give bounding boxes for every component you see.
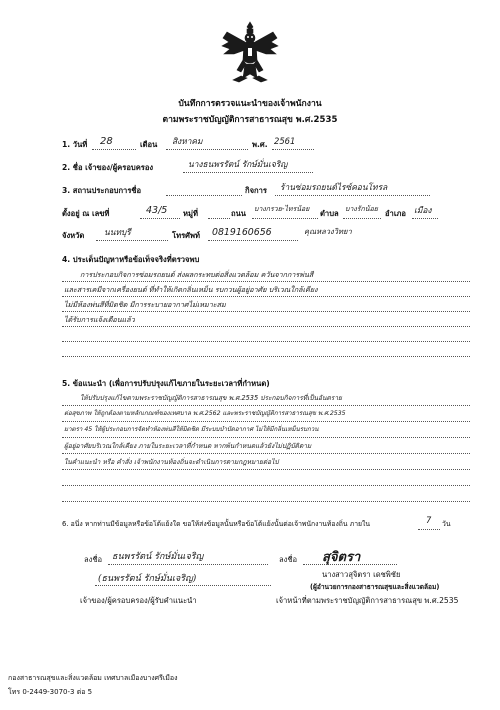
right-role: เจ้าหน้าที่ตามพระราชบัญญัติการสาธารณสุข พ.ศ.2535 — [276, 596, 459, 605]
subdistrict-label: ตำบล — [320, 209, 339, 218]
road-label: ถนน — [231, 209, 246, 218]
province-value: นนทบุรี — [104, 227, 131, 237]
objection-days-unit: วัน — [442, 520, 451, 528]
objection-days: 7 — [426, 515, 432, 525]
left-printed-name: (ธนพรรัตน์ รักษ์มั่นเจริญ) — [98, 574, 197, 584]
left-sign-label: ลงชื่อ — [84, 555, 103, 564]
moo-label: หมู่ที่ — [183, 209, 199, 218]
province-label: จังหวัด — [62, 231, 85, 240]
findings-label: 4. ประเด็นปัญหาหรือข้อเท็จจริงที่ตรวจพบ — [62, 255, 200, 264]
month-label: เดือน — [140, 140, 158, 149]
district-value: เมือง — [414, 205, 432, 215]
advice-line-3: มาตรา 45 ให้ผู้ประกอบการจัดทำห้องพ่นสีให้มิดชิด มีระบบบำบัดอากาศ ไม่ให้มีกลิ่นเหม็นรบกวน — [64, 426, 319, 433]
day-label: 1. วันที่ — [62, 140, 88, 149]
establishment-label: 3. สถานประกอบการชื่อ — [62, 186, 142, 195]
advice-label: 5. ข้อแนะนำ (เพื่อการปรับปรุงแก้ไขภายในระยะเวลาที่กำหนด) — [62, 379, 270, 388]
left-signature: ธนพรรัตน์ รักษ์มั่นเจริญ — [112, 552, 204, 562]
district-label: อำเภอ — [385, 209, 406, 218]
advice-line-2: ต่อสุขภาพ ให้ถูกต้องตามหลักเกณฑ์ของเทศบาล พ.ศ.2562 และพระราชบัญญัติการสาธารณสุข พ.ศ.2535 — [64, 410, 346, 417]
findings-line-3: ไม่มีห้องพ่นสีที่มิดชิด มีการระบายอากาศไม่เหมาะสม — [64, 300, 226, 309]
right-position: (ผู้อำนวยการกองสาธารณสุขและสิ่งแวดล้อม) — [310, 583, 440, 591]
document-title: บันทึกการตรวจแนะนำของเจ้าพนักงาน — [178, 99, 322, 109]
owner-value: นางธนพรรัตน์ รักษ์มั่นเจริญ — [188, 159, 288, 169]
left-role: เจ้าของ/ผู้ครอบครอง/ผู้รับคำแนะนำ — [80, 596, 197, 605]
day-value: 28 — [100, 136, 113, 147]
business-type-value: ร้านซ่อมรถยนต์ไรซ์คอนโทรล — [280, 182, 388, 192]
subdistrict-value: บางรักน้อย — [345, 205, 378, 213]
month-value: สิงหาคม — [172, 136, 203, 146]
findings-line-4: ได้รับการแจ้งเตือนแล้ว — [64, 315, 135, 324]
advice-line-4: ผู้อยู่อาศัยบริเวณใกล้เคียง ภายในระยะเวลาที่กำหนด หากพ้นกำหนดแล้วยังไม่ปฏิบัติตาม — [64, 442, 312, 450]
address-label: ตั้งอยู่ ณ เลขที่ — [62, 209, 110, 218]
advice-line-5: ในคำแนะนำ หรือ คำสั่ง เจ้าพนักงานท้องถิ่นจะดำเนินการตามกฎหมายต่อไป — [64, 458, 279, 466]
owner-label: 2. ชื่อ เจ้าของ/ผู้ครอบครอง — [62, 163, 154, 172]
road-value: บางกรวย-ไทรน้อย — [254, 205, 310, 213]
house-number: 43/5 — [146, 205, 168, 216]
business-type-label: กิจการ — [245, 186, 267, 195]
right-signature: สุจิตรา — [322, 550, 361, 565]
document-subtitle: ตามพระราชบัญญัติการสาธารณสุข พ.ศ.2535 — [162, 115, 338, 125]
findings-line-2: และสารเคมีจากเครื่องยนต์ ที่ทำให้เกิดกลิ่นเหม็น รบกวนผู้อยู่อาศัย บริเวณใกล้เคียง — [64, 285, 318, 294]
advice-line-1: ให้ปรับปรุงแก้ไขตามพระราชบัญญัติการสาธารณสุข พ.ศ.2535 ประกอบกิจการที่เป็นอันตราย — [80, 394, 342, 402]
right-sign-label: ลงชื่อ — [279, 555, 298, 564]
year-label: พ.ศ. — [252, 140, 268, 149]
footer-phone: โทร 0-2449-3070-3 ต่อ 5 — [8, 688, 93, 696]
garuda-emblem-icon — [219, 18, 281, 84]
footer-office: กองสาธารณสุขและสิ่งแวดล้อม เทศบาลเมืองบางศรีเมือง — [8, 674, 178, 682]
findings-line-1: การประกอบกิจการซ่อมรถยนต์ ส่งผลกระทบต่อสิ่งแวดล้อม ควันจากการพ่นสี — [80, 270, 314, 279]
right-printed-name: นางสาวสุจิตรา เดชพิชัย — [322, 570, 401, 579]
phone-value: 0819160656 — [212, 227, 272, 238]
objection-text: 6. อนึ่ง หากท่านมีข้อมูลหรือข้อโต้แย้งใด ขอให้ส่งข้อมูลนั้นหรือข้อโต้แย้งนั้นต่อเจ้าพนักงานท้องถิ่น ภายใน — [62, 520, 370, 528]
year-value: 2561 — [274, 136, 296, 146]
phone-note: คุณหลวงวิทยา — [304, 227, 352, 236]
phone-label: โทรศัพท์ — [172, 231, 200, 240]
